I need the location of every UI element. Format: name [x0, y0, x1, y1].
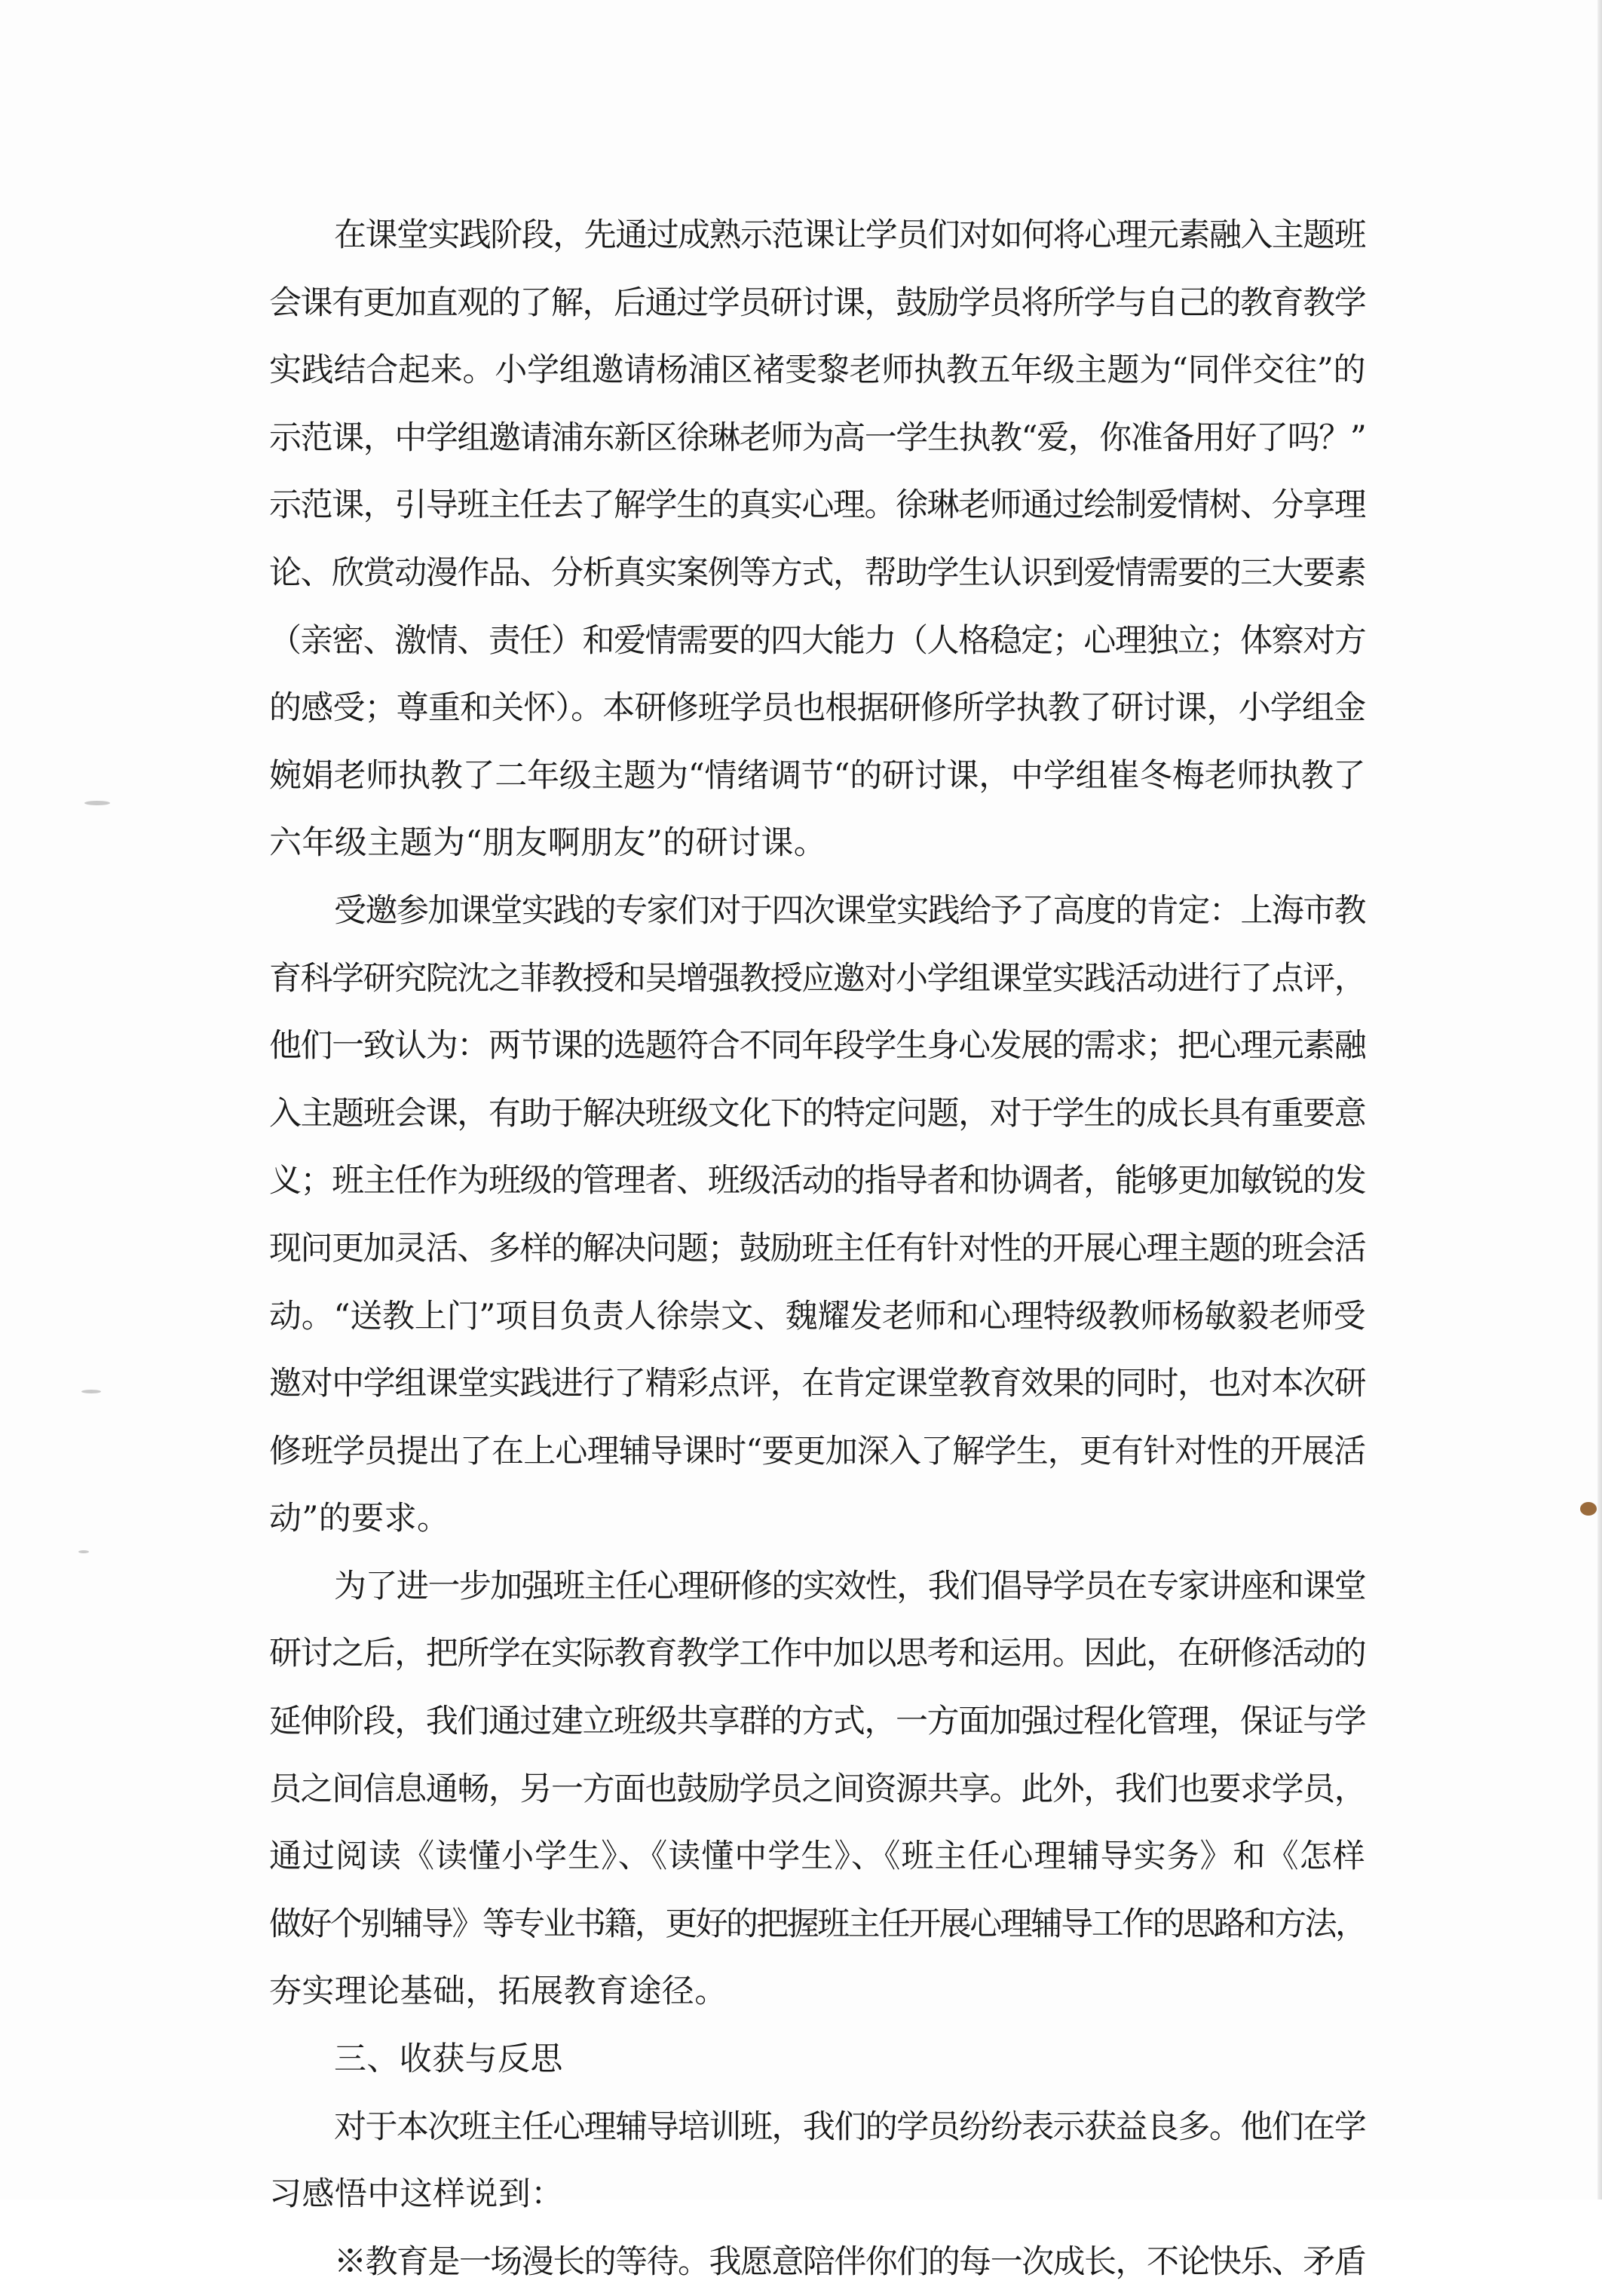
paragraph-line: 示范课，引导班主任去了解学生的真实心理。徐琳老师通过绘制爱情树、分享理 [269, 486, 1365, 525]
paragraph-line: 对于本次班主任心理辅导培训班，我们的学员纷纷表示获益良多。他们在学 [334, 2107, 1365, 2146]
page-edge-shadow [1597, 0, 1602, 2199]
paragraph-line: 会课有更加直观的了解，后通过学员研讨课，鼓励学员将所学与自己的教育教学 [269, 284, 1365, 322]
paragraph-line: 婉娟老师执教了二年级主题为“情绪调节“的研讨课，中学组崔冬梅老师执教了 [269, 756, 1365, 795]
scan-mark [78, 1550, 89, 1553]
paragraph-line: 夯实理论基础，拓展教育途径。 [269, 1973, 727, 2011]
paragraph-line: 在课堂实践阶段，先通过成熟示范课让学员们对如何将心理元素融入主题班 [334, 216, 1365, 254]
paragraph-line: 动。“送教上门”项目负责人徐崇文、魏耀发老师和心理特级教师杨敏毅老师受 [269, 1297, 1365, 1335]
section-heading: 三、收获与反思 [334, 2040, 563, 2079]
document-body [269, 202, 1365, 2296]
paragraph-line: 做好个别辅导》等专业书籍，更好的把握班主任开展心理辅导工作的思路和方法， [269, 1905, 1365, 1943]
paragraph-line: 研讨之后，把所学在实际教育教学工作中加以思考和运用。因此，在研修活动的 [269, 1635, 1365, 1673]
paragraph-line: 邀对中学组课堂实践进行了精彩点评，在肯定课堂教育效果的同时，也对本次研 [269, 1365, 1365, 1403]
paragraph-line: 六年级主题为“朋友啊朋友”的研讨课。 [269, 824, 827, 863]
paragraph-line: 现问更加灵活、多样的解决问题；鼓励班主任有针对性的开展心理主题的班会活 [269, 1229, 1365, 1268]
paragraph-line: （亲密、激情、责任）和爱情需要的四大能力（人格稳定；心理独立；体察对方 [269, 621, 1365, 660]
scan-mark [84, 801, 110, 805]
paragraph-line: 通过阅读《读懂小学生》、《读懂中学生》、《班主任心理辅导实务》和《怎样 [269, 1838, 1365, 1876]
paragraph-line: 受邀参加课堂实践的专家们对于四次课堂实践给予了高度的肯定：上海市教 [334, 891, 1365, 930]
paragraph-line: 员之间信息通畅，另一方面也鼓励学员之间资源共享。此外，我们也要求学员， [269, 1770, 1365, 1808]
paragraph-line: 实践结合起来。小学组邀请杨浦区褚雯黎老师执教五年级主题为“同伴交往”的 [269, 351, 1365, 390]
paragraph-line: 延伸阶段，我们通过建立班级共享群的方式，一方面加强过程化管理，保证与学 [269, 1703, 1365, 1741]
paragraph-line: 义；班主任作为班级的管理者、班级活动的指导者和协调者，能够更加敏锐的发 [269, 1162, 1365, 1200]
paragraph-line: 他们一致认为：两节课的选题符合不同年段学生身心发展的需求；把心理元素融 [269, 1027, 1365, 1065]
paragraph-line: 论、欣赏动漫作品、分析真实案例等方式，帮助学生认识到爱情需要的三大要素 [269, 553, 1365, 592]
scan-mark [1580, 1502, 1597, 1516]
paragraph-line: 为了进一步加强班主任心理研修的实效性，我们倡导学员在专家讲座和课堂 [334, 1567, 1365, 1605]
quote-line: ※教育是一场漫长的等待。我愿意陪伴你们的每一次成长，不论快乐、矛盾 [334, 2242, 1365, 2281]
paragraph-line: 动”的要求。 [269, 1500, 450, 1538]
paragraph-line: 的感受；尊重和关怀）。本研修班学员也根据研修所学执教了研讨课，小学组金 [269, 689, 1365, 728]
paragraph-line: 育科学研究院沈之菲教授和吴增强教授应邀对小学组课堂实践活动进行了点评， [269, 959, 1365, 998]
paragraph-line: 示范课，中学组邀请浦东新区徐琳老师为高一学生执教“爱，你准备用好了吗？” [269, 418, 1365, 457]
scan-mark [81, 1390, 101, 1393]
paragraph-line: 入主题班会课，有助于解决班级文化下的特定问题，对于学生的成长具有重要意 [269, 1094, 1365, 1133]
paragraph-line: 修班学员提出了在上心理辅导课时“要更加深入了解学生，更有针对性的开展活 [269, 1432, 1365, 1470]
paragraph-line: 习感悟中这样说到： [269, 2175, 564, 2214]
